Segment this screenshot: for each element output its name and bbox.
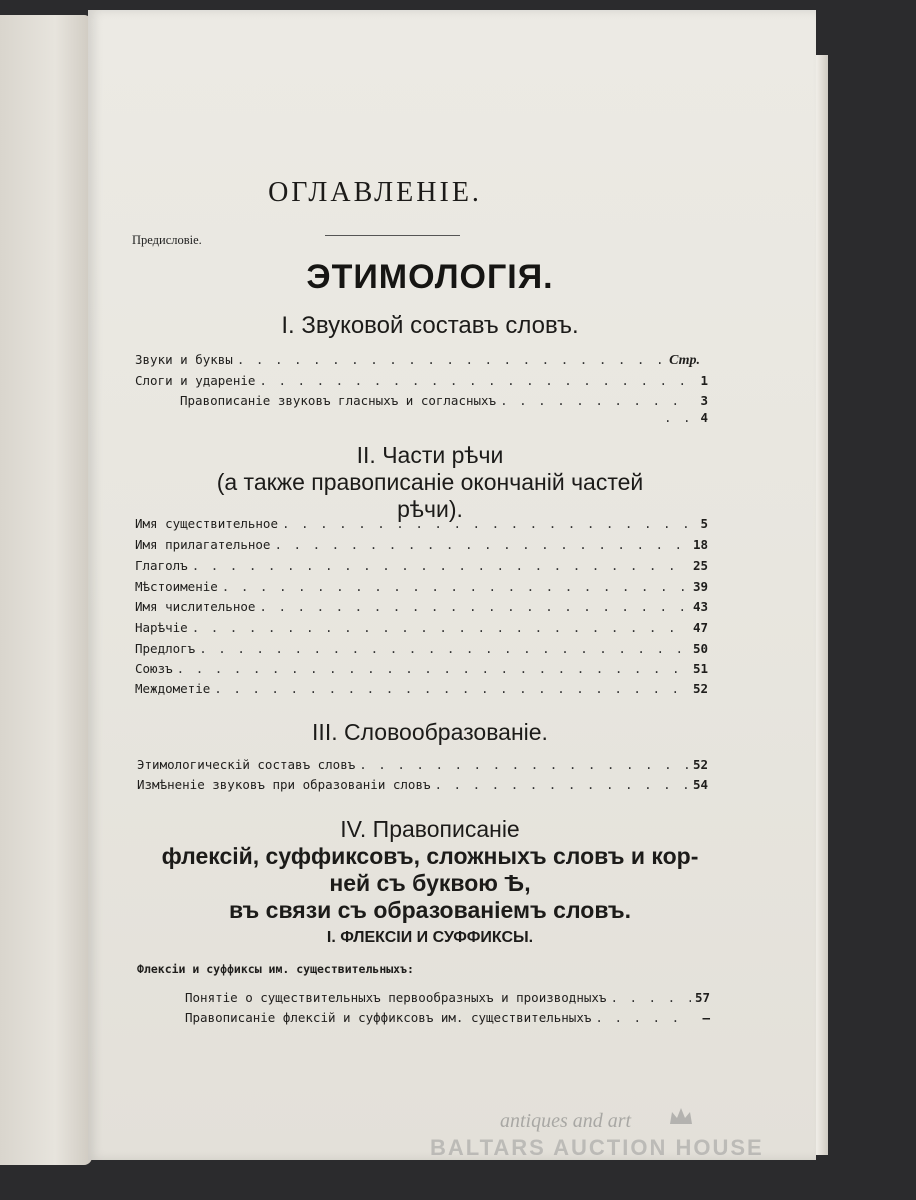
- toc-entry: Этимологическій составъ словъ . . . 52: [137, 757, 708, 777]
- toc-entry: Имя существительное . . . 5: [135, 516, 708, 536]
- toc-entry: Измѣненіе звуковъ при образованіи словъ . . . 54: [137, 777, 708, 797]
- toc-entry: Имя прилагательное . . . 18: [135, 537, 708, 557]
- toc-entry: . . . 4: [660, 410, 708, 430]
- toc-entry: Мѣстоименіе . . . 39: [135, 579, 708, 599]
- group-label: Флексіи и суффиксы им. существительныхъ:: [137, 962, 414, 976]
- main-heading: ЭТИМОЛОГІЯ.: [306, 258, 554, 296]
- toc-entry: Союзъ . . . 51: [135, 661, 708, 681]
- section-3-heading: III. Словообразованіе.: [312, 719, 548, 745]
- section-1-heading: I. Звуковой составъ словъ.: [281, 312, 579, 339]
- toc-entry: Глаголъ . . . 25: [135, 558, 708, 578]
- crown-icon: [668, 1104, 694, 1128]
- toc-entry: Слоги и удареніе . . . 1: [135, 373, 708, 393]
- section-4-heading: IV. Правописаніе флексій, суффиксовъ, сложныхъ словъ и кор- ней съ буквою Ѣ, въ связи съ образованіемъ словъ.: [161, 816, 699, 923]
- toc-entry: Нарѣчіе . . . 47: [135, 620, 708, 640]
- title-divider: [325, 235, 460, 236]
- toc-entry: Понятіе о существительныхъ первообразныхъ и производныхъ . . . 57: [185, 990, 710, 1010]
- subsection-heading: I. ФЛЕКСІИ И СУФФИКСЫ.: [326, 929, 534, 946]
- toc-entry: Правописаніе флексій и суффиксовъ им. существительныхъ . . . —: [185, 1010, 710, 1030]
- toc-entry: Междометіе . . . 52: [135, 681, 708, 701]
- page-title: ОГЛАВЛЕНІЕ.: [268, 177, 482, 208]
- watermark-line1: antiques and art: [500, 1110, 632, 1132]
- preface-entry: Предисловіе.: [132, 233, 202, 247]
- toc-entry: Правописаніе звуковъ гласныхъ и согласныхъ . . . 3: [180, 393, 708, 413]
- toc-entry: Предлогъ . . . 50: [135, 641, 708, 661]
- facing-page: [0, 15, 92, 1165]
- section-2-heading: II. Части рѣчи (а также правописаніе окончаній частей рѣчи).: [216, 442, 644, 522]
- watermark-line2: BALTARS AUCTION HOUSE: [430, 1135, 764, 1160]
- toc-entry: Звуки и буквы . . . Стр.: [135, 352, 700, 372]
- toc-entry: Имя числительное . . . 43: [135, 599, 708, 619]
